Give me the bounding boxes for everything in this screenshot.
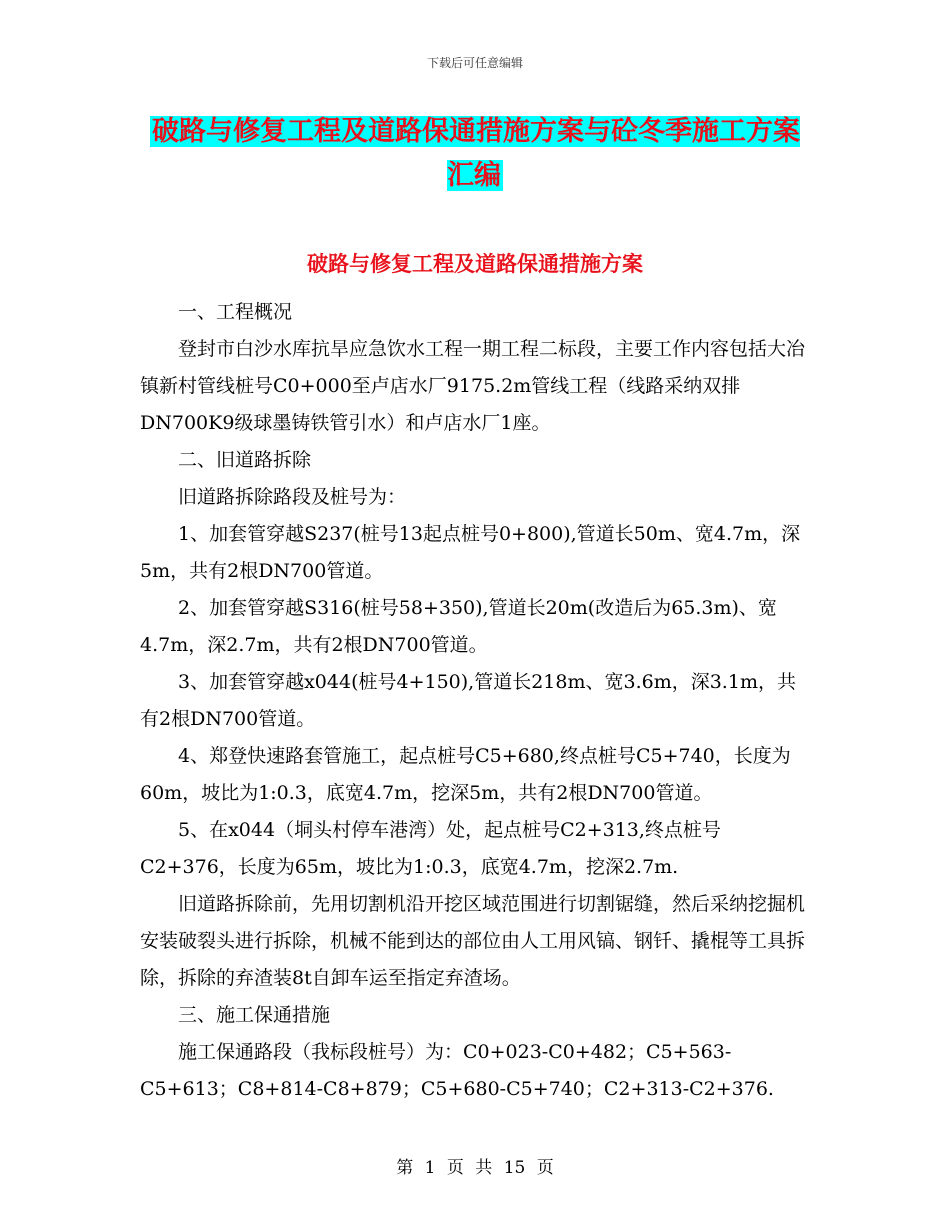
paragraph: 3、加套管穿越x044(桩号4+150),管道长218m、宽3.6m，深3.1m，共有2根DN700管道。: [140, 671, 796, 730]
paragraph: 4、郑登快速路套管施工，起点桩号C5+680,终点桩号C5+740，长度为60m，坡比为1:0.3，底宽4.7m，挖深5m，共有2根DN700管道。: [140, 745, 791, 804]
paragraph: 旧道路拆除前，先用切割机沿开挖区域范围进行切割锯缝，然后采纳挖掘机安装破裂头进行拆除，机械不能到达的部位由人工用风镐、钢钎、撬棍等工具拆除，拆除的弃渣装8t自卸车运至指定弃渣场。: [140, 893, 806, 989]
paragraph: 旧道路拆除路段及桩号为：: [178, 486, 407, 508]
title-text: 破路与修复工程及道路保通措施方案与砼冬季施工方案汇编: [152, 116, 800, 191]
paragraph: 1、加套管穿越S237(桩号13起点桩号0+800),管道长50m、宽4.7m，深5m，共有2根DN700管道。: [140, 523, 801, 582]
header-note: 下载后可任意编辑: [426, 56, 523, 70]
paragraph: 三、施工保通措施: [178, 1004, 331, 1026]
paragraph: 施工保通路段（我标段桩号）为：C0+023-C0+482；C5+563-C5+613；C8+814-C8+879；C5+680-C5+740；C2+313-C2+376.: [140, 1041, 774, 1100]
paragraph: 2、加套管穿越S316(桩号58+350),管道长20m(改造后为65.3m)、宽4.7m，深2.7m，共有2根DN700管道。: [140, 597, 777, 656]
paragraph: 一、工程概况: [178, 301, 293, 323]
paragraph: 5、在x044（垌头村停车港湾）处，起点桩号C2+313,终点桩号C2+376，长度为65m，坡比为1:0.3，底宽4.7m，挖深2.7m.: [140, 819, 721, 878]
document-title: [140, 110, 810, 198]
paragraph: 登封市白沙水库抗旱应急饮水工程一期工程二标段，主要工作内容包括大冶镇新村管线桩号C0+000至卢店水厂9175.2m管线工程（线路采纳双排DN700K9级球墨铸铁管引水）和卢店水厂1座。: [140, 338, 806, 434]
paragraph: 二、旧道路拆除: [178, 449, 312, 471]
document-body: [140, 294, 810, 1108]
section-title: 破路与修复工程及道路保通措施方案: [307, 252, 643, 276]
page-footer: 第 1 页 共 15 页: [396, 1158, 554, 1178]
